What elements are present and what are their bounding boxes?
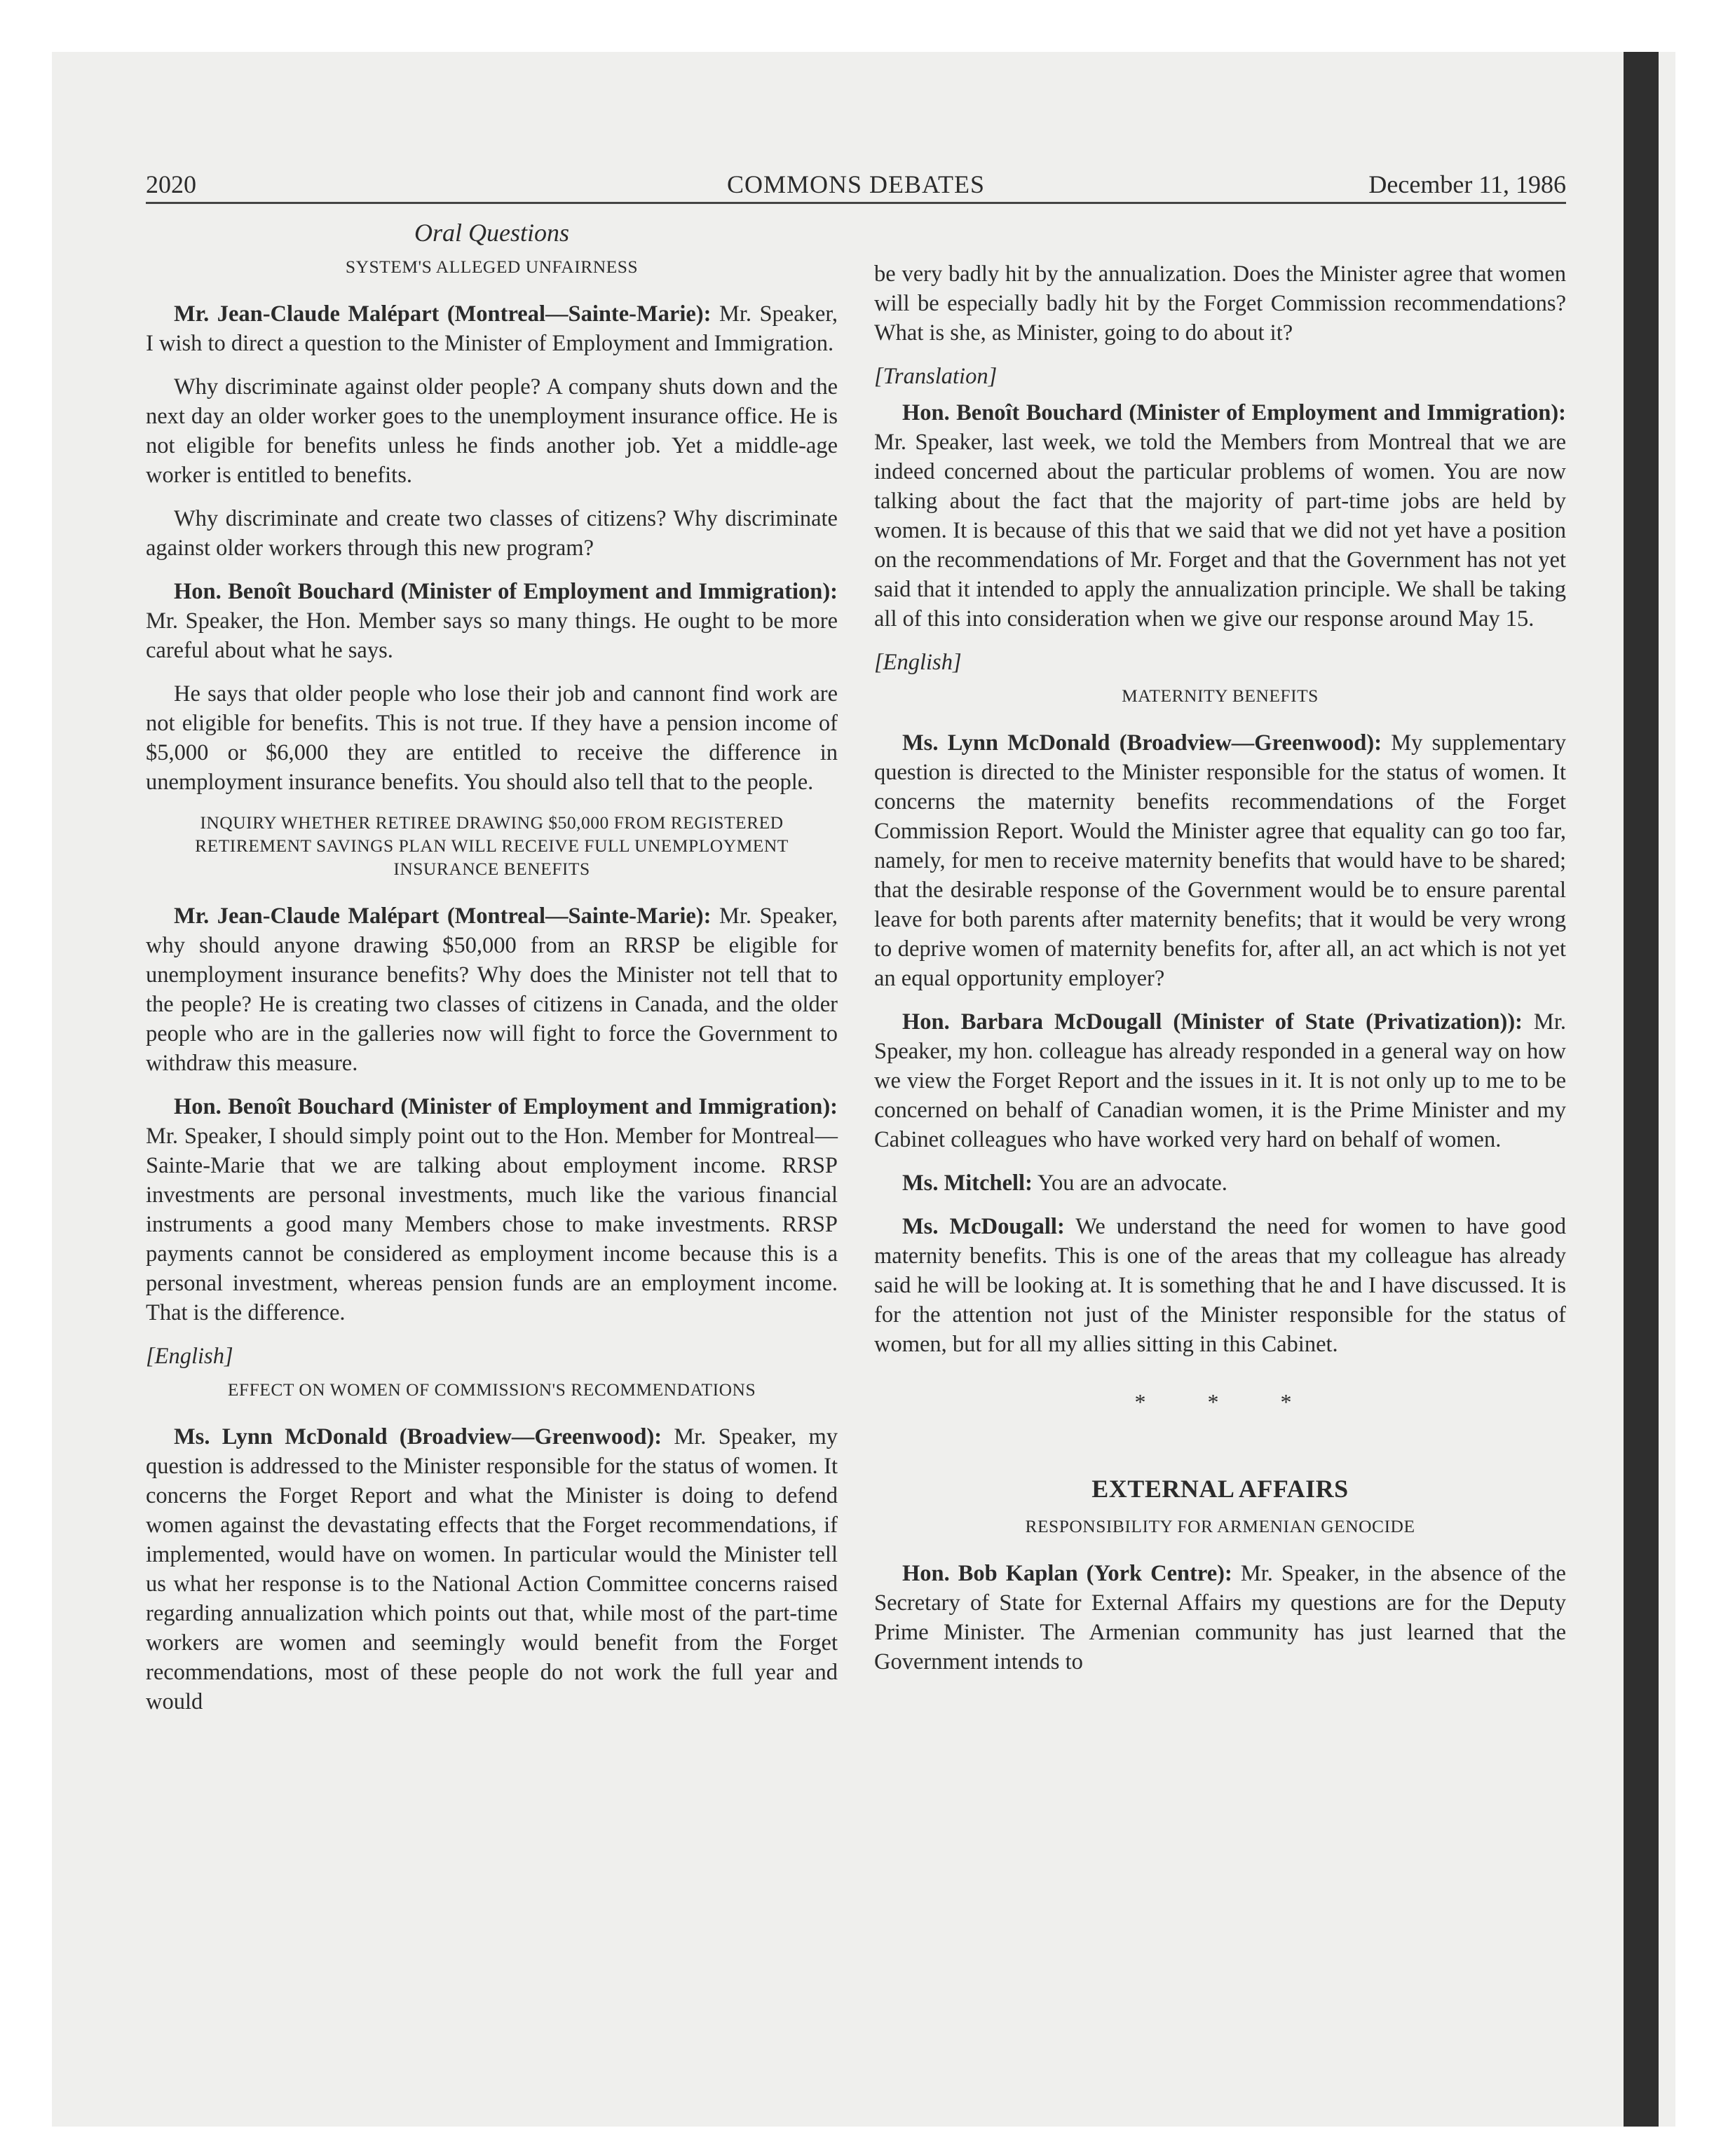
paragraph (146, 299, 838, 358)
paragraph (874, 1007, 1566, 1154)
subheading-effect-on-women: EFFECT ON WOMEN OF COMMISSION'S RECOMMENDATIONS (227, 1379, 756, 1400)
speaker-name: Mr. Jean-Claude Malépart (Montreal—Sainte-Marie): (174, 301, 712, 327)
section-title: Oral Questions (414, 219, 569, 247)
speaker-name: Ms. Mitchell: (902, 1171, 1033, 1196)
paragraph: be very badly hit by the annualization. Does the Minister agree that women will be especially badly hit by the Forget Commission recommendations? What is she, as Minister, going to do about it? (874, 261, 1566, 346)
page-header (146, 167, 1566, 204)
subheading-armenian-genocide: RESPONSIBILITY FOR ARMENIAN GENOCIDE (1025, 1516, 1415, 1536)
paragraph (874, 728, 1566, 993)
paragraph (874, 1212, 1566, 1359)
paragraph-text: You are an advocate. (1032, 1171, 1227, 1196)
page-number: 2020 (146, 170, 196, 198)
paragraph-text: Mr. Speaker, in the absence of the Secretary of State for External Affairs my questions are for the Deputy Prime Minister. The Armenian community has just learned that the Government intends to (874, 1561, 1566, 1674)
paragraph (146, 1422, 838, 1717)
paragraph-text: Mr. Speaker, my hon. colleague has already responded in a general way on how we view the Forget Report and the issues in it. It is not only up to me to be concerned on behalf of Canadian women, it is the Prime Minister and my Cabinet colleagues who have worked very hard on behalf of women. (874, 1009, 1566, 1152)
language-marker: [Translation] (874, 364, 998, 389)
publication-date: December 11, 1986 (1368, 170, 1566, 198)
speaker-name: Ms. McDougall: (902, 1214, 1065, 1239)
section-separator: * * * (1134, 1389, 1320, 1414)
right-column (874, 259, 1566, 1691)
paragraph: He says that older people who lose their job and cannont find work are not eligible for benefits. This is not true. If they have a pension income of $5,000 or $6,000 they are entitled to receive the difference in unemployment insurance benefits. You should also tell that to the people. (146, 681, 838, 795)
paragraph: Why discriminate and create two classes of citizens? Why discriminate against older workers through this new program? (146, 506, 838, 561)
subheading-systems-unfairness: SYSTEM'S ALLEGED UNFAIRNESS (345, 257, 639, 277)
paragraph-text: Mr. Speaker, why should anyone drawing $50,000 from an RRSP be eligible for unemployment insurance benefits? Why does the Minister not tell that to the people? He is creating two classes of citizens in Canada, and the older people who are in the galleries now will fight to force the Government to withdraw this measure. (146, 903, 838, 1076)
speaker-name: Ms. Lynn McDonald (Broadview—Greenwood): (902, 730, 1382, 756)
paragraph: Why discriminate against older people? A company shuts down and the next day an older worker goes to the unemployment insurance office. He is not eligible for benefits unless he finds another job. Yet a middle-age worker is entitled to benefits. (146, 374, 838, 488)
speaker-name: Hon. Benoît Bouchard (Minister of Employment and Immigration): (902, 400, 1566, 425)
paragraph-text: Mr. Speaker, my question is addressed to the Minister responsible for the status of women. It concerns the Forget Report and what the Minister is doing to defend women against the devastating effects that the Forget recommendations, if implemented, would have on women. In particular would the Minister tell us what her response is to the National Action Committee concerns raised regarding annualization which points out that, while most of the part-time workers are women and seemingly would benefit from the Forget recommendations, most of these people do not work the full year and would (146, 1424, 838, 1714)
speaker-name: Hon. Barbara McDougall (Minister of State (Privatization)): (902, 1009, 1523, 1035)
left-column (146, 216, 838, 1731)
speaker-name: Hon. Bob Kaplan (York Centre): (902, 1561, 1232, 1586)
section-heading-external-affairs: EXTERNAL AFFAIRS (1091, 1475, 1349, 1503)
paragraph (146, 577, 838, 665)
speaker-name: Mr. Jean-Claude Malépart (Montreal—Sainte-Marie): (174, 903, 712, 929)
subheading-rrsp-inquiry: INQUIRY WHETHER RETIREE DRAWING $50,000 FROM REGISTERED RETIREMENT SAVINGS PLAN WILL RECEIVE FULL UNEMPLOYMENT INSURANCE BENEFITS (195, 812, 789, 879)
language-marker: [English] (874, 650, 962, 675)
speaker-name: Hon. Benoît Bouchard (Minister of Employment and Immigration): (174, 579, 838, 604)
paragraph (146, 901, 838, 1078)
language-marker: [English] (146, 1344, 233, 1369)
subheading-maternity-benefits: MATERNITY BENEFITS (1122, 685, 1319, 706)
publication-title: COMMONS DEBATES (726, 170, 986, 198)
paragraph-text: Mr. Speaker, the Hon. Member says so many things. He ought to be more careful about what he says. (146, 608, 838, 663)
paragraph-text: We understand the need for women to have good maternity benefits. This is one of the areas that my colleague has already said he will be looking at. It is something that he and I have discussed. It is for the attention not just of the Minister responsible for the status of women, but for all my allies sitting in this Cabinet. (874, 1214, 1566, 1357)
paragraph (874, 1559, 1566, 1677)
speaker-name: Ms. Lynn McDonald (Broadview—Greenwood): (174, 1424, 662, 1449)
paragraph (146, 1092, 838, 1328)
paragraph (874, 1168, 1566, 1198)
scan-edge (1624, 52, 1659, 2127)
paragraph-text: Mr. Speaker, last week, we told the Members from Montreal that we are indeed concerned about the particular problems of women. You are now talking about the fact that the majority of part-time jobs are held by women. It is because of this that we said that we did not yet have a position on the recommendations of Mr. Forget and that the Government has not yet said that it intended to apply the annualization principle. We shall be taking all of this into consideration when we give our response around May 15. (874, 430, 1566, 632)
paragraph (874, 398, 1566, 634)
paragraph-text: Mr. Speaker, I should simply point out to the Hon. Member for Montreal—Sainte-Marie that we are talking about employment income. RRSP investments are personal investments, much like the various financial instruments a good many Members chose to make investments. RRSP payments cannot be considered as employment income because this is a personal investment, whereas pension funds are an employment income. That is the difference. (146, 1124, 838, 1325)
paragraph-text: Mr. Speaker, I wish to direct a question to the Minister of Employment and Immigration. (146, 301, 838, 356)
speaker-name: Hon. Benoît Bouchard (Minister of Employment and Immigration): (174, 1094, 838, 1119)
paragraph-text: My supplementary question is directed to the Minister responsible for the status of women. It concerns the maternity benefits recommendations of the Forget Commission Report. Would the Minister agree that equality can go too far, namely, for men to receive maternity benefits that would have to be shared; that the desirable response of the Government would be to ensure parental leave for both parents after maternity benefits; that it would be very wrong to deprive women of maternity benefits for, after all, an act which is not yet an equal opportunity employer? (874, 730, 1566, 991)
